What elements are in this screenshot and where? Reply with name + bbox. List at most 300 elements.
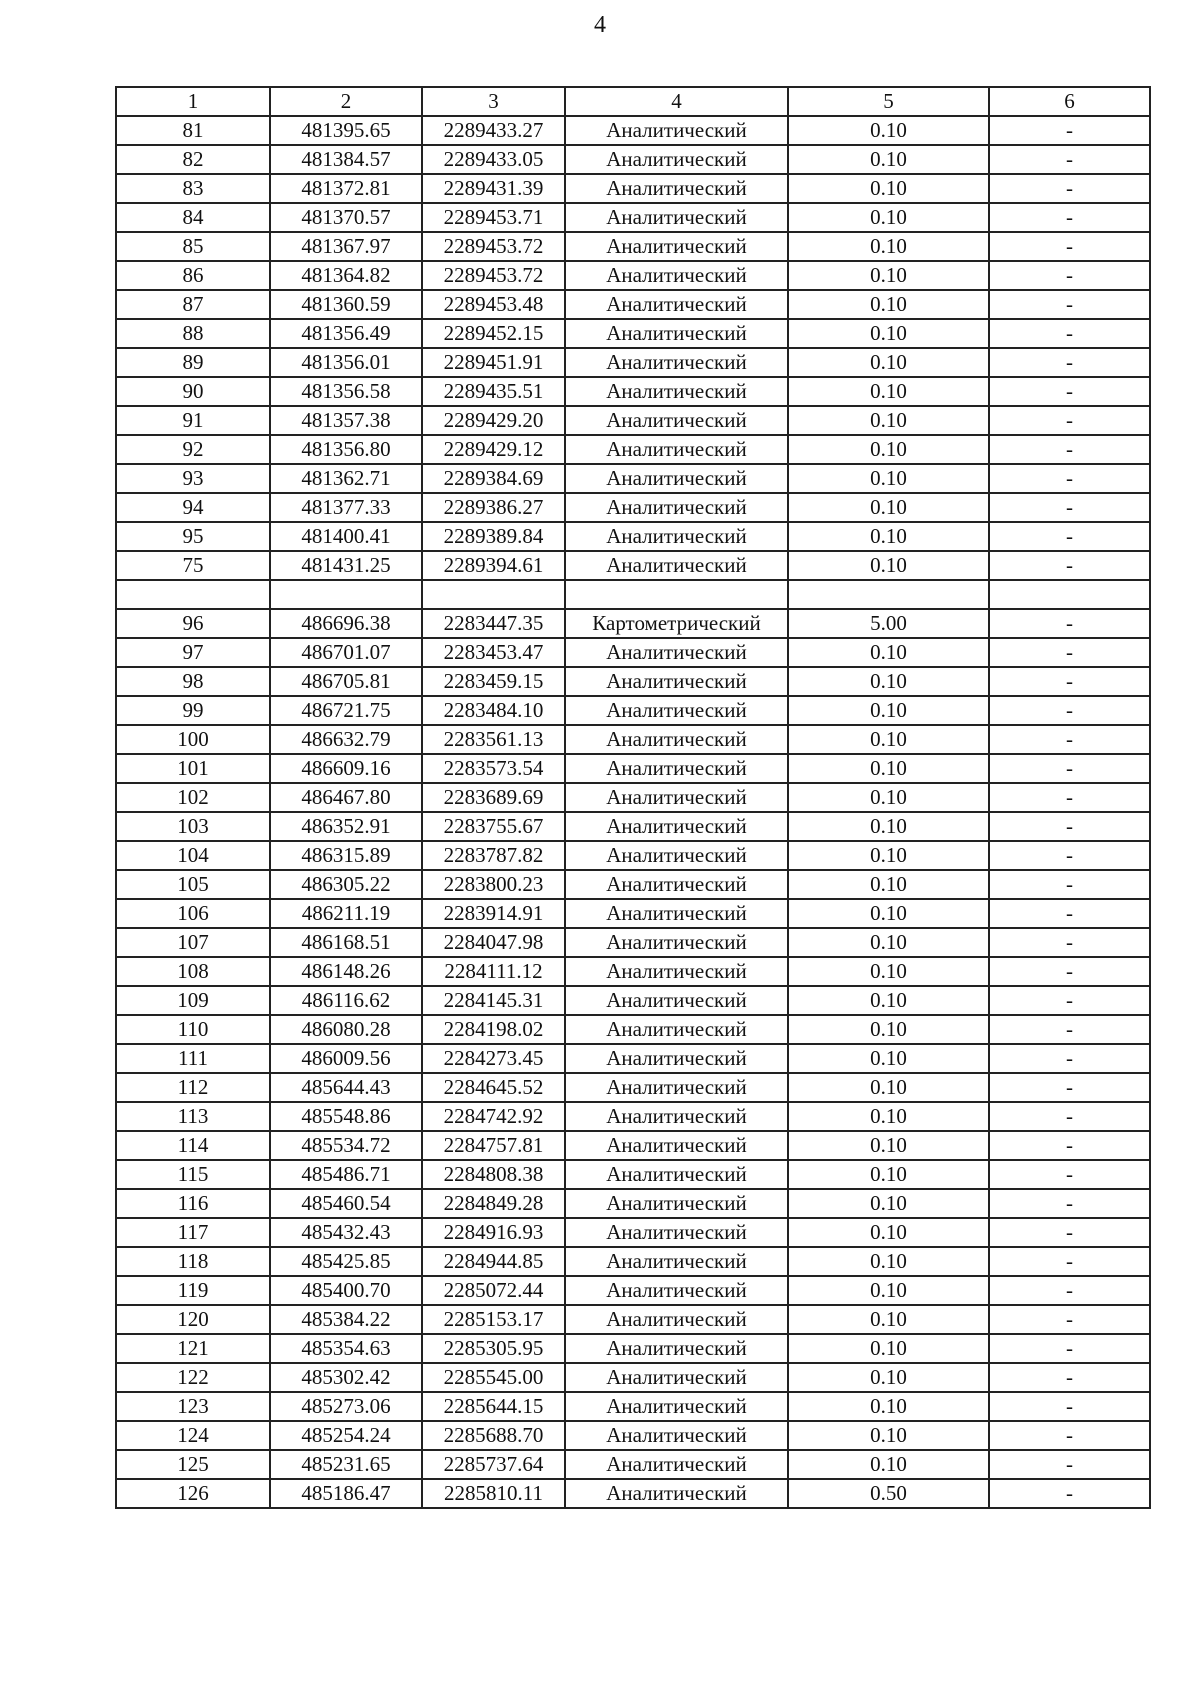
table-cell: 0.10: [788, 1218, 989, 1247]
table-cell: -: [989, 261, 1150, 290]
table-cell: 0.10: [788, 841, 989, 870]
table-cell: 486705.81: [270, 667, 422, 696]
table-cell: 481395.65: [270, 116, 422, 145]
table-cell: 107: [116, 928, 270, 957]
table-cell: Аналитический: [565, 348, 788, 377]
table-row: [116, 377, 1150, 406]
table-cell: -: [989, 1073, 1150, 1102]
table-cell: 2284111.12: [422, 957, 565, 986]
table-cell: -: [989, 754, 1150, 783]
table-row: [116, 812, 1150, 841]
table-cell: 0.10: [788, 638, 989, 667]
table-cell: 2283561.13: [422, 725, 565, 754]
table-cell: 485354.63: [270, 1334, 422, 1363]
table-cell: 486116.62: [270, 986, 422, 1015]
table-cell: 0.10: [788, 232, 989, 261]
table-cell: 84: [116, 203, 270, 232]
table-row: [116, 290, 1150, 319]
table-cell: 0.10: [788, 957, 989, 986]
table-cell: [116, 580, 270, 609]
table-cell: 481370.57: [270, 203, 422, 232]
table-cell: Аналитический: [565, 232, 788, 261]
table-cell: 106: [116, 899, 270, 928]
table-row: [116, 406, 1150, 435]
table-cell: Аналитический: [565, 870, 788, 899]
table-cell: -: [989, 1421, 1150, 1450]
table-cell: Аналитический: [565, 493, 788, 522]
table-cell: 481360.59: [270, 290, 422, 319]
table-row: [116, 986, 1150, 1015]
table-cell: 0.50: [788, 1479, 989, 1508]
table-cell: 0.10: [788, 522, 989, 551]
table-cell: Аналитический: [565, 1247, 788, 1276]
table-cell: -: [989, 783, 1150, 812]
table-cell: 2289429.20: [422, 406, 565, 435]
table-cell: -: [989, 290, 1150, 319]
header-cell: 5: [788, 87, 989, 116]
table-cell: 485400.70: [270, 1276, 422, 1305]
table-cell: 485231.65: [270, 1450, 422, 1479]
table-cell: -: [989, 638, 1150, 667]
table-cell: Аналитический: [565, 174, 788, 203]
table-cell: 2289429.12: [422, 435, 565, 464]
table-cell: -: [989, 1015, 1150, 1044]
table-cell: 94: [116, 493, 270, 522]
table-cell: 481356.49: [270, 319, 422, 348]
table-row: [116, 841, 1150, 870]
table-cell: 83: [116, 174, 270, 203]
table-cell: 481400.41: [270, 522, 422, 551]
table-cell: 481372.81: [270, 174, 422, 203]
table-row: [116, 1015, 1150, 1044]
table-row: [116, 319, 1150, 348]
table-cell: 481356.58: [270, 377, 422, 406]
table-cell: 485548.86: [270, 1102, 422, 1131]
table-cell: Аналитический: [565, 928, 788, 957]
table-cell: Аналитический: [565, 290, 788, 319]
table-cell: 485254.24: [270, 1421, 422, 1450]
table-cell: Аналитический: [565, 957, 788, 986]
table-cell: 2289451.91: [422, 348, 565, 377]
table-cell: 0.10: [788, 1305, 989, 1334]
table-cell: 0.10: [788, 406, 989, 435]
table-cell: Аналитический: [565, 1363, 788, 1392]
table-cell: -: [989, 406, 1150, 435]
table-cell: 2283447.35: [422, 609, 565, 638]
table-cell: 485273.06: [270, 1392, 422, 1421]
table-cell: -: [989, 1334, 1150, 1363]
table-cell: -: [989, 870, 1150, 899]
table-cell: -: [989, 319, 1150, 348]
table-cell: Аналитический: [565, 696, 788, 725]
table-cell: 2283689.69: [422, 783, 565, 812]
table-cell: 0.10: [788, 1392, 989, 1421]
table-cell: [788, 580, 989, 609]
table-cell: 481356.01: [270, 348, 422, 377]
table-cell: 86: [116, 261, 270, 290]
table-cell: 100: [116, 725, 270, 754]
table-cell: -: [989, 1276, 1150, 1305]
table-cell: 481356.80: [270, 435, 422, 464]
table-cell: 0.10: [788, 203, 989, 232]
table-row: [116, 1189, 1150, 1218]
table-row: [116, 1131, 1150, 1160]
table-cell: -: [989, 174, 1150, 203]
table-row: [116, 1479, 1150, 1508]
table-cell: 2283755.67: [422, 812, 565, 841]
table-cell: Аналитический: [565, 725, 788, 754]
table-cell: 0.10: [788, 783, 989, 812]
table-cell: -: [989, 1247, 1150, 1276]
table-cell: 0.10: [788, 1363, 989, 1392]
table-row: [116, 1160, 1150, 1189]
table-cell: 0.10: [788, 696, 989, 725]
table-cell: 116: [116, 1189, 270, 1218]
table-cell: 0.10: [788, 899, 989, 928]
table-row: [116, 145, 1150, 174]
table-cell: 0.10: [788, 754, 989, 783]
table-cell: 486632.79: [270, 725, 422, 754]
table-cell: 2289384.69: [422, 464, 565, 493]
table-row: [116, 1334, 1150, 1363]
table-cell: [565, 580, 788, 609]
table-cell: 485644.43: [270, 1073, 422, 1102]
table-cell: Аналитический: [565, 783, 788, 812]
table-cell: -: [989, 1363, 1150, 1392]
table-cell: Аналитический: [565, 145, 788, 174]
table-cell: 117: [116, 1218, 270, 1247]
header-cell: 4: [565, 87, 788, 116]
table-cell: Аналитический: [565, 435, 788, 464]
table-cell: 115: [116, 1160, 270, 1189]
table-cell: 2284742.92: [422, 1102, 565, 1131]
table-cell: 81: [116, 116, 270, 145]
table-cell: 121: [116, 1334, 270, 1363]
table-cell: 0.10: [788, 145, 989, 174]
table-cell: 485460.54: [270, 1189, 422, 1218]
table-row: [116, 696, 1150, 725]
table-cell: 114: [116, 1131, 270, 1160]
table-row: [116, 464, 1150, 493]
table-cell: -: [989, 377, 1150, 406]
table-cell: 2289453.72: [422, 232, 565, 261]
table-cell: 0.10: [788, 1247, 989, 1276]
table-row: [116, 957, 1150, 986]
table-cell: 99: [116, 696, 270, 725]
table-cell: [270, 580, 422, 609]
table-cell: -: [989, 841, 1150, 870]
table-cell: 105: [116, 870, 270, 899]
table-cell: 0.10: [788, 1044, 989, 1073]
table-row: [116, 667, 1150, 696]
table-cell: 2285072.44: [422, 1276, 565, 1305]
table-cell: 0.10: [788, 1131, 989, 1160]
table-cell: -: [989, 928, 1150, 957]
table-cell: -: [989, 1102, 1150, 1131]
table-cell: 2285153.17: [422, 1305, 565, 1334]
table-cell: -: [989, 464, 1150, 493]
table-cell: Аналитический: [565, 1218, 788, 1247]
table-cell: -: [989, 812, 1150, 841]
table-cell: 91: [116, 406, 270, 435]
table-cell: 123: [116, 1392, 270, 1421]
table-cell: -: [989, 609, 1150, 638]
table-cell: 2284808.38: [422, 1160, 565, 1189]
table-cell: -: [989, 116, 1150, 145]
table-cell: 122: [116, 1363, 270, 1392]
header-cell: 1: [116, 87, 270, 116]
table-cell: Аналитический: [565, 1421, 788, 1450]
table-cell: 2289452.15: [422, 319, 565, 348]
table-cell: 2289435.51: [422, 377, 565, 406]
table-cell: 2284916.93: [422, 1218, 565, 1247]
table-row: [116, 870, 1150, 899]
table-cell: 2283800.23: [422, 870, 565, 899]
table-cell: Аналитический: [565, 522, 788, 551]
table-cell: 485186.47: [270, 1479, 422, 1508]
table-cell: 2284944.85: [422, 1247, 565, 1276]
table-row: [116, 899, 1150, 928]
table-cell: -: [989, 1044, 1150, 1073]
header-cell: 2: [270, 87, 422, 116]
table-cell: 0.10: [788, 261, 989, 290]
table-row: [116, 754, 1150, 783]
table-cell: 98: [116, 667, 270, 696]
table-cell: -: [989, 1160, 1150, 1189]
table-cell: 82: [116, 145, 270, 174]
table-cell: 109: [116, 986, 270, 1015]
table-row: [116, 116, 1150, 145]
table-cell: Аналитический: [565, 377, 788, 406]
table-cell: 2289453.72: [422, 261, 565, 290]
table-cell: -: [989, 1305, 1150, 1334]
table-cell: -: [989, 1450, 1150, 1479]
table-cell: 2289386.27: [422, 493, 565, 522]
table-cell: 88: [116, 319, 270, 348]
table-cell: 2289453.71: [422, 203, 565, 232]
table-cell: -: [989, 1189, 1150, 1218]
table-cell: Аналитический: [565, 1334, 788, 1363]
table-cell: 2285810.11: [422, 1479, 565, 1508]
table-cell: 486609.16: [270, 754, 422, 783]
table-cell: 0.10: [788, 1450, 989, 1479]
table-cell: 2285644.15: [422, 1392, 565, 1421]
table-cell: -: [989, 1131, 1150, 1160]
table-cell: 481431.25: [270, 551, 422, 580]
table-cell: 126: [116, 1479, 270, 1508]
table-cell: 485384.22: [270, 1305, 422, 1334]
table-cell: 101: [116, 754, 270, 783]
table-row: [116, 1044, 1150, 1073]
table-cell: 486305.22: [270, 870, 422, 899]
table-cell: 118: [116, 1247, 270, 1276]
table-cell: 113: [116, 1102, 270, 1131]
table-row: [116, 1421, 1150, 1450]
table-cell: 110: [116, 1015, 270, 1044]
table-cell: 2284849.28: [422, 1189, 565, 1218]
table-cell: Аналитический: [565, 1450, 788, 1479]
table-cell: 2283459.15: [422, 667, 565, 696]
table-row: [116, 232, 1150, 261]
table-cell: Аналитический: [565, 638, 788, 667]
table-cell: -: [989, 957, 1150, 986]
table-cell: 0.10: [788, 174, 989, 203]
table-row: [116, 493, 1150, 522]
table-cell: -: [989, 1479, 1150, 1508]
table-cell: Аналитический: [565, 406, 788, 435]
table-cell: 2285305.95: [422, 1334, 565, 1363]
table-row: [116, 1363, 1150, 1392]
table-cell: Аналитический: [565, 1073, 788, 1102]
coordinates-table: [115, 86, 1151, 1509]
table-cell: 0.10: [788, 667, 989, 696]
table-cell: 485432.43: [270, 1218, 422, 1247]
table-cell: -: [989, 493, 1150, 522]
table-cell: 0.10: [788, 986, 989, 1015]
table-cell: 0.10: [788, 348, 989, 377]
table-cell: Аналитический: [565, 1015, 788, 1044]
table-cell: 90: [116, 377, 270, 406]
table-cell: 2283787.82: [422, 841, 565, 870]
table-cell: Аналитический: [565, 841, 788, 870]
header-cell: 6: [989, 87, 1150, 116]
table-cell: -: [989, 232, 1150, 261]
table-cell: 108: [116, 957, 270, 986]
table-cell: 97: [116, 638, 270, 667]
table-row: [116, 261, 1150, 290]
table-cell: 481357.38: [270, 406, 422, 435]
table-cell: 2284273.45: [422, 1044, 565, 1073]
table-cell: 96: [116, 609, 270, 638]
table-row: [116, 638, 1150, 667]
table-cell: 2283453.47: [422, 638, 565, 667]
table-cell: 486009.56: [270, 1044, 422, 1073]
table-cell: 89: [116, 348, 270, 377]
table-cell: 2284047.98: [422, 928, 565, 957]
table-row: [116, 1218, 1150, 1247]
table-cell: [422, 580, 565, 609]
table-cell: 92: [116, 435, 270, 464]
table-cell: 2283484.10: [422, 696, 565, 725]
table-cell: Аналитический: [565, 1189, 788, 1218]
table-cell: Аналитический: [565, 1305, 788, 1334]
table-cell: -: [989, 348, 1150, 377]
table-cell: 0.10: [788, 1334, 989, 1363]
table-row: [116, 522, 1150, 551]
table-cell: 87: [116, 290, 270, 319]
table-cell: -: [989, 725, 1150, 754]
table-cell: 111: [116, 1044, 270, 1073]
table-cell: Аналитический: [565, 1044, 788, 1073]
table-cell: 0.10: [788, 928, 989, 957]
table-row: [116, 174, 1150, 203]
table-cell: 2284198.02: [422, 1015, 565, 1044]
table-row: [116, 1276, 1150, 1305]
table-cell: 0.10: [788, 870, 989, 899]
table-cell: 486168.51: [270, 928, 422, 957]
table-cell: 102: [116, 783, 270, 812]
table-cell: 103: [116, 812, 270, 841]
page-number: 4: [594, 12, 606, 38]
table-cell: 485425.85: [270, 1247, 422, 1276]
table-cell: -: [989, 145, 1150, 174]
table-cell: 112: [116, 1073, 270, 1102]
table-cell: 104: [116, 841, 270, 870]
table-cell: Аналитический: [565, 1276, 788, 1305]
header-cell: 3: [422, 87, 565, 116]
table-cell: 5.00: [788, 609, 989, 638]
table-cell: 2283573.54: [422, 754, 565, 783]
table-cell: 0.10: [788, 725, 989, 754]
table-cell: Аналитический: [565, 754, 788, 783]
table-row: [116, 928, 1150, 957]
table-cell: Аналитический: [565, 899, 788, 928]
table-cell: 0.10: [788, 290, 989, 319]
table-cell: 0.10: [788, 319, 989, 348]
header-row: [116, 87, 1150, 116]
table-cell: 481384.57: [270, 145, 422, 174]
table-cell: 2284145.31: [422, 986, 565, 1015]
table-cell: Аналитический: [565, 1102, 788, 1131]
table-row: [116, 348, 1150, 377]
table-row: [116, 609, 1150, 638]
table-cell: 85: [116, 232, 270, 261]
table-cell: 481377.33: [270, 493, 422, 522]
table-cell: [989, 580, 1150, 609]
table-cell: 486696.38: [270, 609, 422, 638]
table-cell: 124: [116, 1421, 270, 1450]
table-row: [116, 580, 1150, 609]
table-cell: 2289433.27: [422, 116, 565, 145]
table-row: [116, 1073, 1150, 1102]
table-cell: 0.10: [788, 1160, 989, 1189]
table-cell: Аналитический: [565, 1392, 788, 1421]
table-cell: 485302.42: [270, 1363, 422, 1392]
table-cell: 486701.07: [270, 638, 422, 667]
table-cell: 486721.75: [270, 696, 422, 725]
table-header: [116, 87, 1150, 116]
table-cell: -: [989, 551, 1150, 580]
table-cell: -: [989, 522, 1150, 551]
table-cell: Аналитический: [565, 1160, 788, 1189]
table-cell: 2285545.00: [422, 1363, 565, 1392]
table-cell: 486352.91: [270, 812, 422, 841]
table-cell: 486148.26: [270, 957, 422, 986]
table-cell: Аналитический: [565, 319, 788, 348]
table-cell: -: [989, 986, 1150, 1015]
table-row: [116, 1247, 1150, 1276]
table-cell: -: [989, 667, 1150, 696]
table-row: [116, 725, 1150, 754]
table-cell: 0.10: [788, 435, 989, 464]
table-row: [116, 1102, 1150, 1131]
table-cell: -: [989, 696, 1150, 725]
table-cell: 0.10: [788, 116, 989, 145]
table-cell: 0.10: [788, 1421, 989, 1450]
table-cell: 481367.97: [270, 232, 422, 261]
table-body: [116, 116, 1150, 1508]
table-cell: 481364.82: [270, 261, 422, 290]
table-cell: Аналитический: [565, 986, 788, 1015]
table-cell: 486211.19: [270, 899, 422, 928]
table-cell: Аналитический: [565, 203, 788, 232]
table-cell: 0.10: [788, 1015, 989, 1044]
table-cell: 93: [116, 464, 270, 493]
table-cell: 485486.71: [270, 1160, 422, 1189]
table-cell: 2283914.91: [422, 899, 565, 928]
table-cell: 2289394.61: [422, 551, 565, 580]
table-cell: 95: [116, 522, 270, 551]
